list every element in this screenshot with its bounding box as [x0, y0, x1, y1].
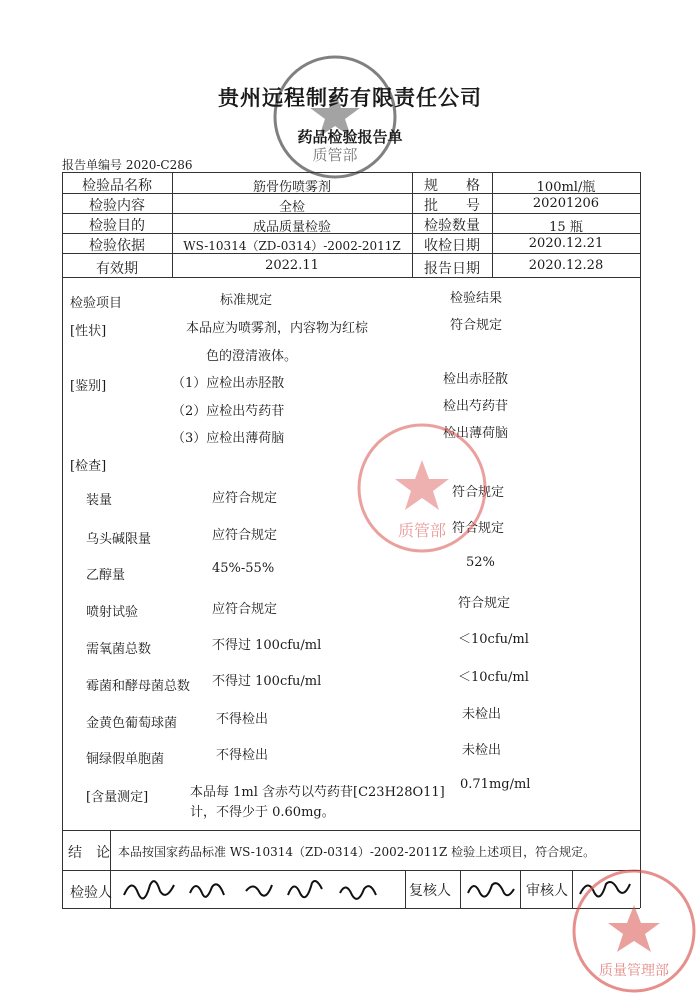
report-number: 报告单编号 2020-C286: [62, 158, 193, 172]
spec-label: 规 格: [424, 178, 480, 194]
inspection-label: [检查]: [70, 459, 107, 474]
check-pseudomonas-name: 铜绿假单胞菌: [86, 752, 165, 767]
check-mold-yeast-std: 不得过 100cfu/ml: [212, 674, 322, 689]
basis-label: 检验依据: [89, 238, 145, 254]
validity-label: 有效期: [96, 261, 138, 277]
quality-dept-stamp: [352, 418, 492, 558]
identification-res-1: 检出赤胫散: [443, 372, 509, 387]
check-staph-res: 未检出: [462, 707, 502, 722]
report-date-label: 报告日期: [424, 261, 480, 277]
inspector-label: 检验人: [70, 885, 112, 901]
check-aconitine-std: 应符合规定: [212, 528, 278, 543]
batch-value: 20201206: [532, 196, 600, 211]
basis-value: WS-10314（ZD-0314）-2002-2011Z: [183, 239, 401, 253]
check-spray-std: 应符合规定: [212, 602, 278, 617]
check-spray-res: 符合规定: [458, 596, 511, 611]
document-title: 药品检验报告单: [297, 128, 403, 146]
identification-res-2: 检出芍药苷: [443, 399, 509, 414]
check-aconitine-name: 乌头碱限量: [86, 532, 152, 547]
product-name-label: 检验品名称: [82, 178, 152, 194]
check-ethanol-name: 乙醇量: [86, 568, 126, 583]
col-header-item: 检验项目: [70, 296, 123, 311]
check-aconitine-res: 符合规定: [452, 521, 505, 536]
identification-res-3: 检出薄荷脑: [443, 426, 509, 441]
quantity-value: 15 瓶: [549, 220, 583, 235]
check-fill-volume-std: 应符合规定: [212, 491, 278, 506]
auditor-label: 审核人: [526, 883, 568, 899]
check-aerobic-std: 不得过 100cfu/ml: [212, 638, 322, 653]
traits-result: 符合规定: [450, 318, 503, 333]
reviewer-signature: [464, 873, 518, 907]
received-date-label: 收检日期: [424, 238, 480, 254]
col-header-result: 检验结果: [450, 291, 503, 306]
spec-value: 100ml/瓶: [536, 180, 596, 195]
check-aerobic-res: ＜10cfu/ml: [458, 632, 529, 647]
identification-label: [鉴别]: [70, 379, 107, 394]
received-date-value: 2020.12.21: [528, 236, 604, 251]
traits-standard-line1: 本品应为喷雾剂，内容物为红棕: [186, 321, 369, 336]
assay-label: [含量测定]: [86, 790, 149, 805]
purpose-label: 检验目的: [89, 218, 145, 234]
content-value: 全检: [278, 200, 305, 215]
check-spray-name: 喷射试验: [86, 605, 139, 620]
identification-std-2: （2）应检出芍药苷: [172, 404, 285, 419]
content-label: 检验内容: [89, 198, 145, 214]
batch-label: 批 号: [424, 198, 480, 214]
check-aerobic-name: 需氧菌总数: [86, 642, 152, 657]
conclusion-text: 本品按国家药品标准 WS-10314（ZD-0314）-2002-2011Z 检验上述项目，符合规定。: [118, 845, 596, 859]
assay-standard-line2: 计，不得少于 0.60mg。: [190, 805, 335, 820]
identification-std-3: （3）应检出薄荷脑: [172, 431, 285, 446]
product-name-value: 筋骨伤喷雾剂: [252, 180, 331, 195]
check-mold-yeast-res: ＜10cfu/ml: [458, 670, 529, 685]
quantity-label: 检验数量: [424, 218, 480, 234]
check-fill-volume-name: 装量: [86, 493, 113, 508]
check-staph-std: 不得检出: [216, 712, 269, 727]
quality-management-stamp: [568, 865, 700, 997]
validity-value: 2022.11: [265, 258, 319, 273]
check-ethanol-res: 52%: [466, 555, 495, 570]
traits-standard-line2: 色的澄清液体。: [206, 349, 298, 364]
conclusion-label: 结 论: [68, 845, 110, 861]
identification-std-1: （1）应检出赤胫散: [172, 376, 285, 391]
purpose-value: 成品质量检验: [252, 220, 331, 235]
top-company-stamp: [270, 52, 400, 182]
check-fill-volume-res: 符合规定: [452, 485, 505, 500]
assay-result: 0.71mg/ml: [460, 777, 531, 792]
svg-text:质管部: 质管部: [397, 521, 447, 540]
svg-text:质量管理部: 质量管理部: [599, 963, 669, 979]
traits-label: [性状]: [70, 324, 107, 339]
svg-text:质管部: 质管部: [312, 146, 358, 164]
check-pseudomonas-std: 不得检出: [216, 748, 269, 763]
inspector-signatures: [118, 873, 403, 907]
check-staph-name: 金黄色葡萄球菌: [86, 716, 178, 731]
report-date-value: 2020.12.28: [528, 258, 604, 273]
reviewer-label: 复核人: [409, 883, 451, 899]
check-pseudomonas-res: 未检出: [462, 743, 502, 758]
col-header-standard: 标准规定: [220, 293, 273, 308]
company-name: 贵州远程制药有限责任公司: [218, 86, 482, 110]
check-ethanol-std: 45%-55%: [212, 561, 275, 576]
assay-standard-line1: 本品每 1ml 含赤芍以芍药苷[C23H28O11]: [190, 785, 445, 800]
check-mold-yeast-name: 霉菌和酵母菌总数: [86, 679, 191, 694]
